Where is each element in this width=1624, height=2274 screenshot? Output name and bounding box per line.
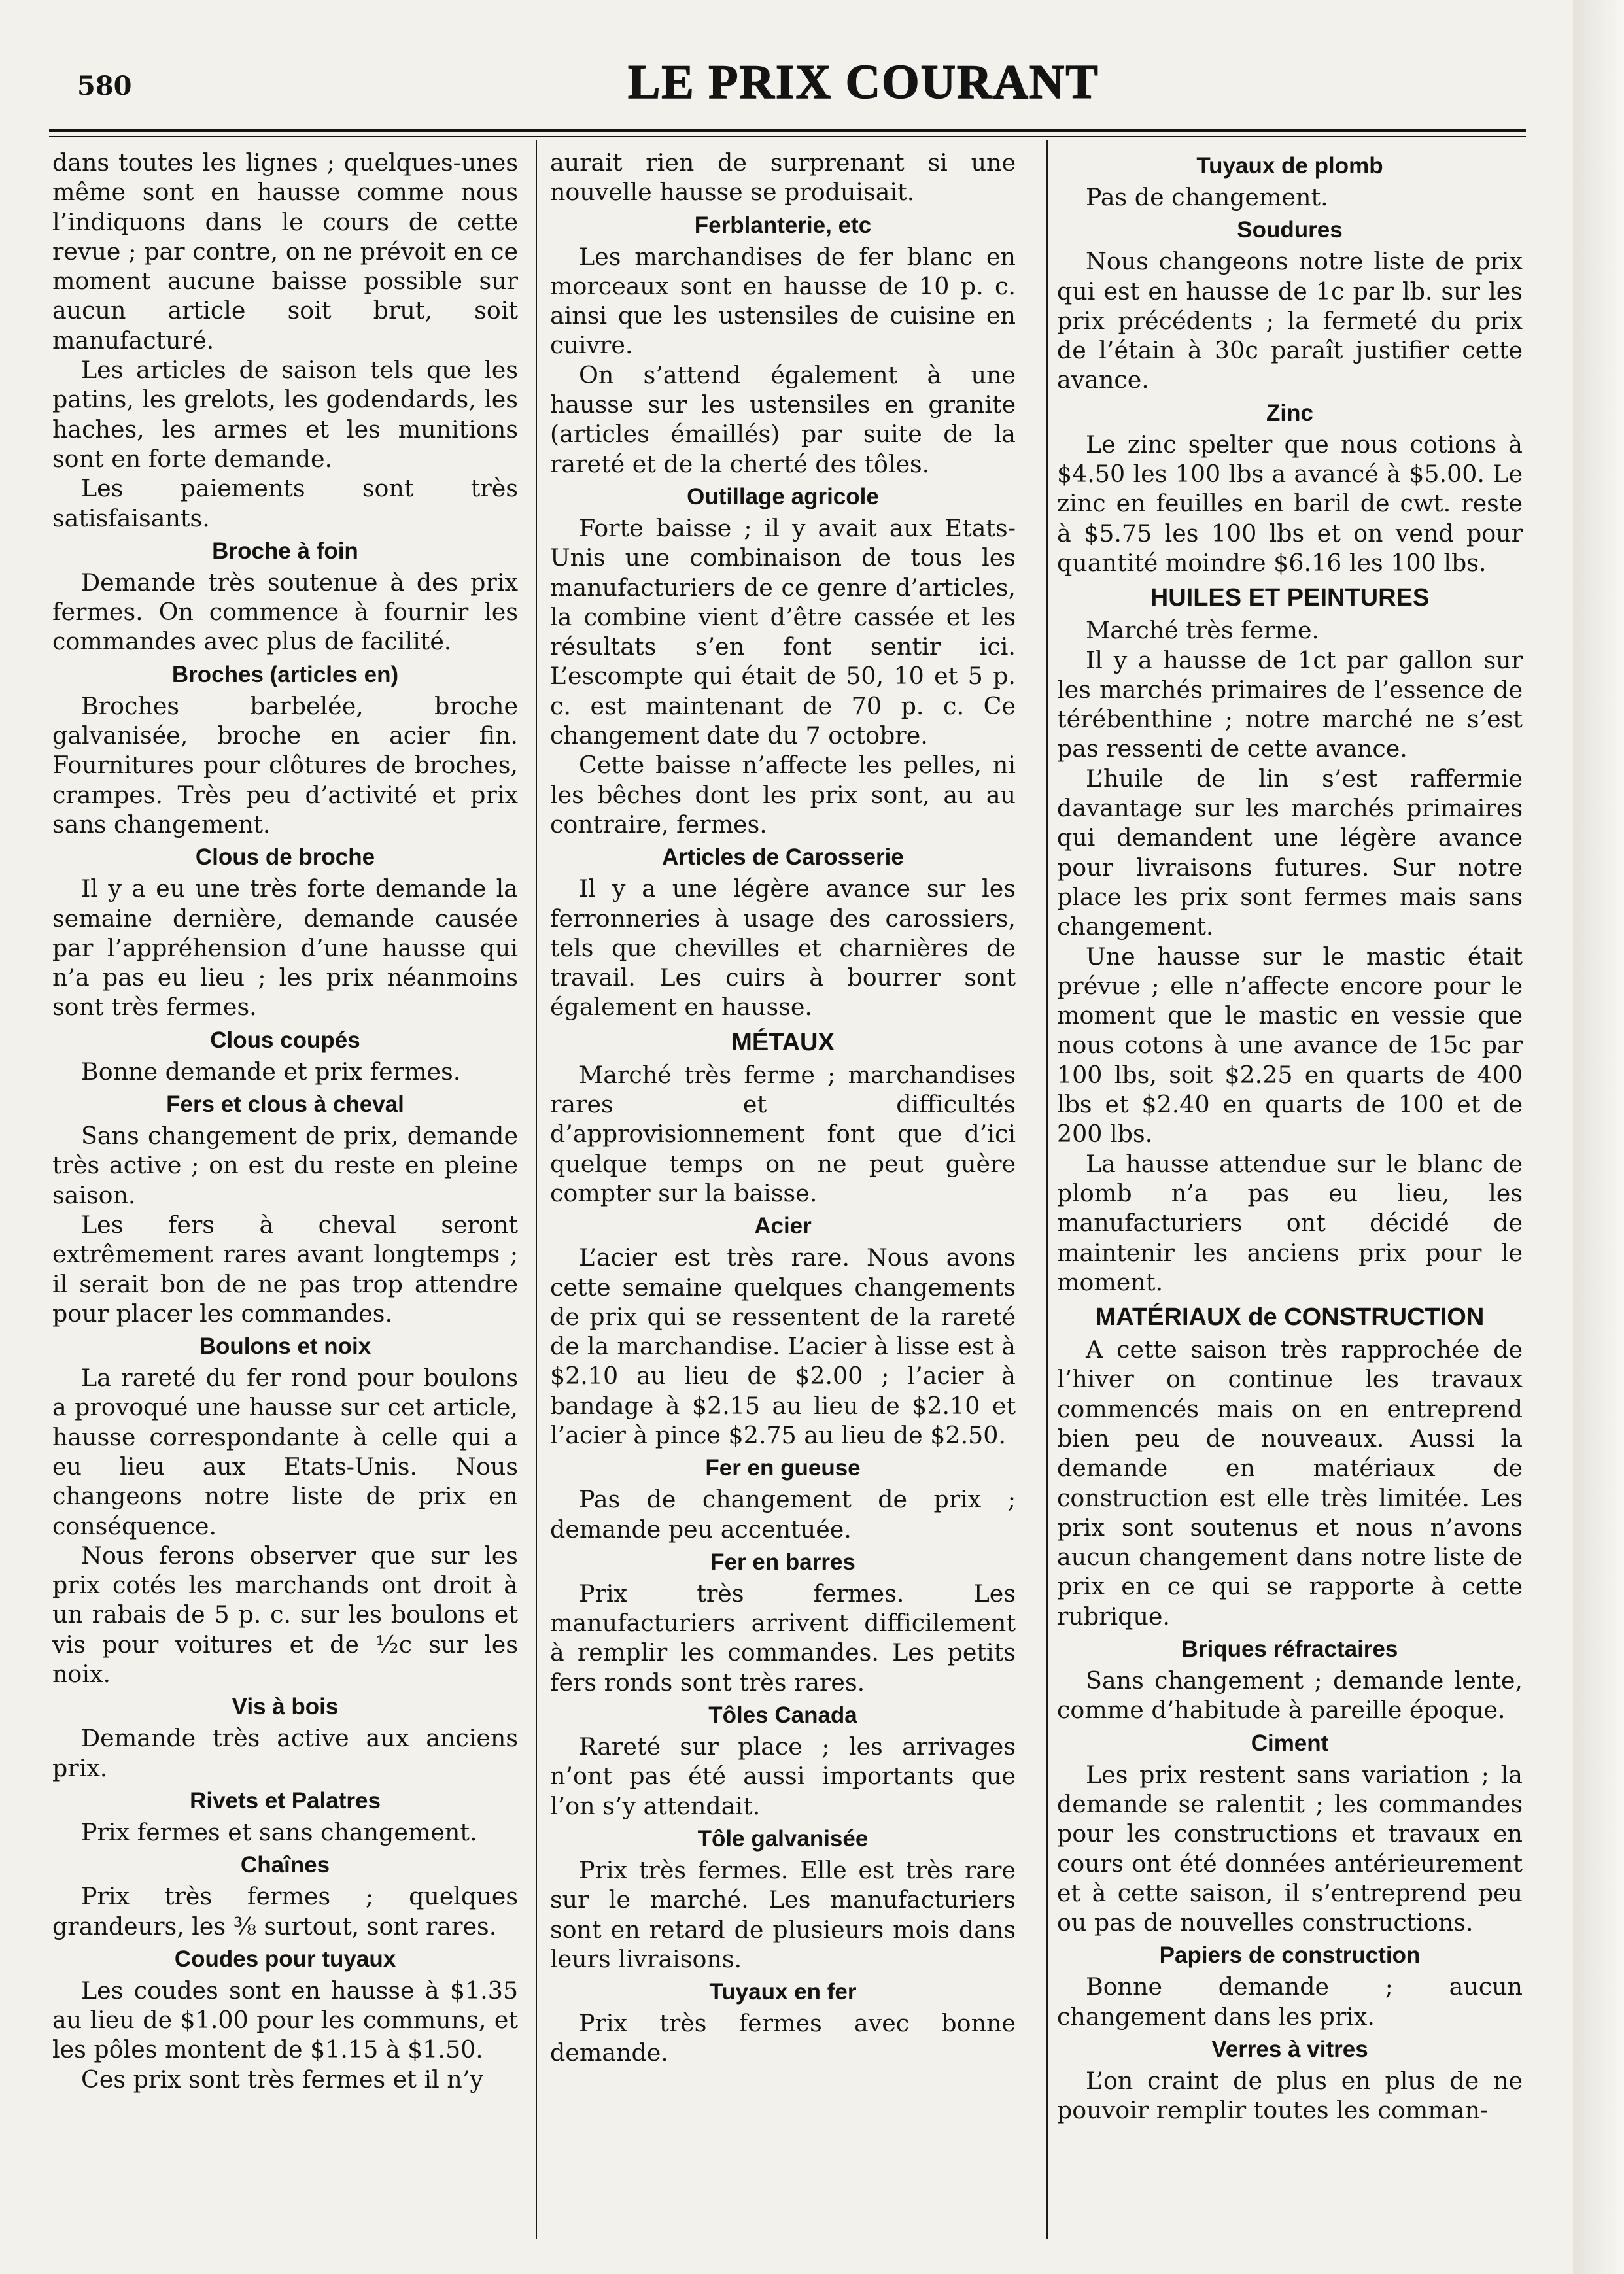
paragraph: Marché très ferme ; marchandises rares et difficultés d’approvisionnement font que d’ici quelque temps on ne peut guère compter sur la baisse.	[550, 1060, 1016, 1207]
paragraph: Les paiements sont très satisfaisants.	[52, 474, 518, 532]
paragraph: Les marchandises de fer blanc en morceaux sont en hausse de 10 p. c. ainsi que les ustensiles de cuisine en cuivre.	[550, 242, 1016, 360]
paragraph: Prix très fermes avec bonne demande.	[550, 2009, 1016, 2067]
column-1	[52, 148, 518, 2094]
page-edge	[1573, 0, 1624, 2274]
paragraph: Broches barbelée, broche galvanisée, broche en acier fin. Fournitures pour clôtures de broches, crampes. Très peu d’activité et prix sans changement.	[52, 691, 518, 838]
section-heading: HUILES ET PEINTURES	[1150, 584, 1430, 612]
paragraph: L’huile de lin s’est raffermie davantage sur les marchés primaires qui demandent une légère avance pour livraisons futures. Sur notre place les prix sont fermes mais sans changement.	[1057, 764, 1523, 941]
paragraph: Pas de changement.	[1086, 183, 1328, 211]
section-heading: MÉTAUX	[731, 1028, 835, 1056]
paragraph: aurait rien de surprenant si une nouvelle hausse se produisait.	[550, 148, 1016, 207]
paragraph: Nous ferons observer que sur les prix cotés les marchands ont droit à un rabais de 5 p. c. sur les boulons et vis pour voitures et de ½c sur les noix.	[52, 1541, 518, 1689]
paragraph: Il y a hausse de 1ct par gallon sur les marchés primaires de l’essence de térébenthine ; notre marché ne s’est pas ressenti de cette avance.	[1057, 646, 1523, 763]
subsection-heading: Tôles Canada	[708, 1702, 857, 1729]
subsection-heading: Boulons et noix	[199, 1334, 371, 1360]
column-divider	[1046, 140, 1048, 2239]
paragraph: Le zinc spelter que nous cotions à $4.50 les 100 lbs a avancé à $5.00. Le zinc en feuilles en baril de cwt. reste à $5.75 les 100 lbs et on vend pour quantité moindre $6.16 les 100 lbs.	[1057, 430, 1523, 577]
paragraph: Prix très fermes ; quelques grandeurs, les ⅜ surtout, sont rares.	[52, 1882, 518, 1940]
paragraph: Prix très fermes. Elle est très rare sur le marché. Les manufacturiers sont en retard de plusieurs mois dans leurs livraisons.	[550, 1855, 1016, 1973]
subsection-heading: Tôle galvanisée	[697, 1825, 869, 1852]
subsection-heading: Acier	[754, 1213, 812, 1239]
subsection-heading: Broche à foin	[212, 538, 358, 564]
subsection-heading: Clous coupés	[210, 1027, 360, 1053]
subsection-heading: Fer en gueuse	[705, 1455, 861, 1481]
paragraph: Marché très ferme.	[1086, 616, 1320, 645]
paragraph: Rareté sur place ; les arrivages n’ont pas été aussi importants que l’on s’y attendait.	[550, 1732, 1016, 1820]
paragraph: Demande très soutenue à des prix fermes. On commence à fournir les commandes avec plus de facilité.	[52, 568, 518, 656]
paragraph: Les articles de saison tels que les patins, les grelots, les godendards, les haches, les armes et les munitions sont en forte demande.	[52, 356, 518, 473]
subsection-heading: Clous de broche	[195, 844, 375, 870]
subsection-heading: Ciment	[1251, 1730, 1329, 1756]
subsection-heading: Zinc	[1266, 400, 1313, 426]
paragraph: Cette baisse n’affecte les pelles, ni les bêches dont les prix sont, au au contraire, fermes.	[550, 751, 1016, 838]
subsection-heading: Chaînes	[240, 1852, 330, 1878]
subsection-heading: Coudes pour tuyaux	[174, 1946, 396, 1972]
subsection-heading: Briques réfractaires	[1181, 1636, 1398, 1662]
subsection-heading: Tuyaux de plomb	[1196, 153, 1383, 179]
subsection-heading: Outillage agricole	[687, 483, 879, 509]
subsection-heading: Soudures	[1237, 217, 1343, 243]
paragraph: Nous changeons notre liste de prix qui est en hausse de 1c par lb. sur les prix précédents ; la fermeté du prix de l’étain à 30c paraît justifier cette avance.	[1057, 247, 1523, 394]
paragraph: Demande très active aux anciens prix.	[52, 1724, 518, 1782]
paragraph: Les coudes sont en hausse à $1.35 au lieu de $1.00 pour les communs, et les pôles montent de $1.15 à $1.50.	[52, 1976, 518, 2064]
subsection-heading: Fer en barres	[710, 1549, 855, 1575]
paragraph: Ces prix sont très fermes et il n’y	[81, 2065, 483, 2093]
section-heading: MATÉRIAUX de CONSTRUCTION	[1095, 1303, 1485, 1332]
paragraph: Il y a une légère avance sur les ferronneries à usage des carossiers, tels que chevilles et charnières de travail. Les cuirs à bourrer sont également en hausse.	[550, 874, 1016, 1022]
paragraph: Les prix restent sans variation ; la demande se ralentit ; les commandes pour les constructions et travaux en cours ont été données antérieurement et à cette saison, il s’entreprend peu ou pas de nouvelles constructions.	[1057, 1760, 1523, 1937]
header-rule	[49, 129, 1526, 132]
page-number: 580	[77, 71, 132, 101]
paragraph: On s’attend également à une hausse sur les ustensiles en granite (articles émaillés) par suite de la rareté et de la cherté des tôles.	[550, 360, 1016, 478]
paragraph: Sans changement de prix, demande très active ; on est du reste en pleine saison.	[52, 1122, 518, 1209]
paragraph: Forte baisse ; il y avait aux Etats-Unis une combinaison de tous les manufacturiers de ce genre d’articles, la combine vient d’être cassée et les résultats s’en font sentir ici. L’escompte qui était de 50, 10 et 5 p. c. est maintenant de 70 p. c. Ce changement date du 7 octobre.	[550, 513, 1016, 750]
paragraph: Pas de changement de prix ; demande peu accentuée.	[550, 1485, 1016, 1543]
column-3	[1057, 148, 1523, 2126]
subsection-heading: Fers et clous à cheval	[166, 1092, 404, 1118]
paragraph: Prix très fermes. Les manufacturiers arrivent difficilement à remplir les commandes. Les petits fers ronds sont très rares.	[550, 1579, 1016, 1697]
column-2	[550, 148, 1016, 2068]
subsection-heading: Verres à vitres	[1211, 2037, 1368, 2063]
paragraph: Bonne demande et prix fermes.	[81, 1057, 461, 1086]
subsection-heading: Rivets et Palatres	[190, 1787, 381, 1814]
column-divider	[536, 140, 537, 2239]
paragraph: Il y a eu une très forte demande la semaine dernière, demande causée par l’appréhension d’une hausse qui n’a pas eu lieu ; les prix néanmoins sont très fermes.	[52, 874, 518, 1022]
paragraph: Bonne demande ; aucun changement dans les prix.	[1057, 1973, 1523, 2031]
paragraph: Les fers à cheval seront extrêmement rares avant longtemps ; il serait bon de ne pas trop attendre pour placer les commandes.	[52, 1210, 518, 1328]
subsection-heading: Vis à bois	[232, 1694, 339, 1720]
paragraph: Une hausse sur le mastic était prévue ; elle n’affecte encore pour le moment que le mastic en vessie que nous cotons à une avance de 15c par 100 lbs, soit $2.25 en quarts de 400 lbs et $2.40 en quarts de 100 et de 200 lbs.	[1057, 942, 1523, 1148]
paragraph: Sans changement ; demande lente, comme d’habitude à pareille époque.	[1057, 1666, 1523, 1725]
paragraph: A cette saison très rapprochée de l’hiver on continue les travaux commencés mais on en entreprend bien peu de nouveaux. Aussi la demande en matériaux de construction est elle très limitée. Les prix sont soutenus et nous n’avons aucun changement dans notre liste de prix en ce qui se rapporte à cette rubrique.	[1057, 1335, 1523, 1630]
paragraph: Prix fermes et sans changement.	[81, 1817, 477, 1846]
paragraph: L’acier est très rare. Nous avons cette semaine quelques changements de prix qui se ressentent de la rareté de la marchandise. L’acier à lisse est à $2.10 au lieu de $2.00 ; l’acier à bandage à $2.15 au lieu de $2.10 et l’acier à pince $2.75 au lieu de $2.50.	[550, 1243, 1016, 1449]
subsection-heading: Broches (articles en)	[171, 661, 399, 687]
header-rule-thin	[49, 136, 1526, 137]
masthead-title: LE PRIX COURANT	[628, 56, 1099, 109]
paragraph: dans toutes les lignes ; quelques-unes même sont en hausse comme nous l’indiquons dans le cours de cette revue ; par contre, on ne prévoit en ce moment aucune baisse possible sur aucun article soit brut, soit manufacturé.	[52, 148, 518, 354]
subsection-heading: Tuyaux en fer	[709, 1979, 857, 2005]
subsection-heading: Articles de Carosserie	[662, 844, 904, 870]
subsection-heading: Papiers de construction	[1159, 1942, 1421, 1969]
subsection-heading: Ferblanterie, etc	[694, 212, 872, 238]
paragraph: La rareté du fer rond pour boulons a provoqué une hausse sur cet article, hausse correspondante à celle qui a eu lieu aux Etats-Unis. Nous changeons notre liste de prix en conséquence.	[52, 1364, 518, 1540]
paragraph: L’on craint de plus en plus de ne pouvoir remplir toutes les comman-	[1057, 2067, 1523, 2125]
paragraph: La hausse attendue sur le blanc de plomb n’a pas eu lieu, les manufacturiers ont décidé de maintenir les anciens prix pour le moment.	[1057, 1149, 1523, 1296]
